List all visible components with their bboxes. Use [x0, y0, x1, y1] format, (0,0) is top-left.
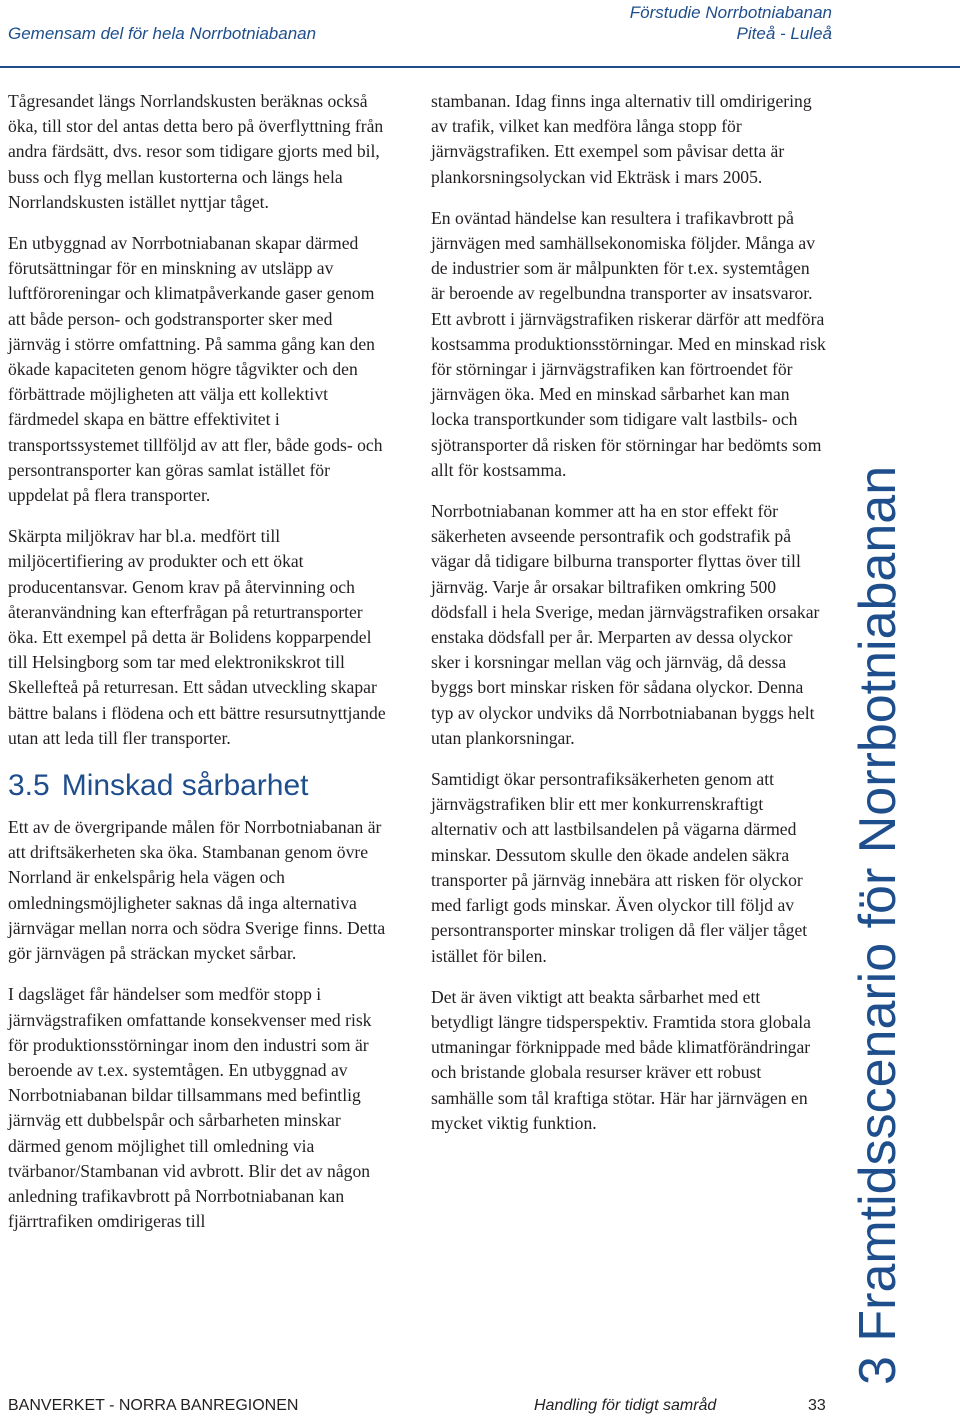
header-left-title: Gemensam del för hela Norrbotniabanan: [8, 24, 317, 43]
paragraph: En oväntad händelse kan resultera i trafikavbrott på järnvägen med samhällsekonomiska följder. Många av de industrier som är målpunkten för t.ex. systemtågen är beroende av regelbundna transporter av insatsvaror. Ett avbrott i järnvägstrafiken riskerar därför att medföra kostsamma produktionsstörningar. Med en minskad risk för störningar i järnvägstrafiken kan förtroendet för järnvägen öka. Med en minskad sårbarhet kan man locka transportkunder som tidigare valt lastbils- och sjötransporter då risken för störningar har bedömts som allt för kostsamma.: [431, 207, 826, 480]
left-column: [8, 89, 388, 1234]
header-right-line1: Förstudie Norrbotniabanan: [629, 3, 832, 22]
paragraph: I dagsläget får händelser som medför stopp i järnvägstrafiken omfattande konsekvenser med risk för produktionsstörningar inom den industri som är beroende av t.ex. systemtågen. En utbyggnad av Norrbotniabanan bildar tillsammans med befintlig järnväg ett dubbelspår och sårbarheten minskar därmed genom möjlighet till omledning via tvärbanor/Stambanan vid avbrott. Blir det av någon anledning trafikavbrott på Norrbotniabanan kan fjärrtrafiken omdirigeras till: [8, 984, 372, 1232]
right-column: [431, 89, 826, 1136]
paragraph: Norrbotniabanan kommer att ha en stor effekt för säkerheten avseende persontrafik och godstrafik på vägar då tidigare bilburna transporter flyttas över till järnväg. Varje år orsakar biltrafiken omkring 500 dödsfall i hela Sverige, medan järnvägstrafiken orsakar enstaka dödsfall per år. Merparten av dessa olyckor sker i korsningar mellan väg och järnväg, då dessa byggs bort minskar risken för sådana olyckor. Denna typ av olyckor undviks då Norrbotniabanan byggs helt utan plankorsningar.: [431, 501, 820, 748]
paragraph: Det är även viktigt att beakta sårbarhet med ett betydligt längre tidsperspektiv. Framtida stora globala utmaningar förknippade med både klimatförändringar och bristande globala resurser kräver ett robust samhälle som tål kraftiga stötar. Här har järnvägen en mycket viktig funktion.: [431, 986, 811, 1133]
paragraph: stambanan. Idag finns inga alternativ till omdirigering av trafik, vilket kan medföra långa stopp för järnvägstrafiken. Ett exempel som påvisar detta är plankorsningsolyckan vid Ekträsk i mars 2005.: [431, 91, 812, 187]
footer-document-type: Handling för tidigt samråd: [534, 1397, 717, 1414]
paragraph: En utbyggnad av Norrbotniabanan skapar därmed förutsättningar för en minskning av utsläpp av luftföroreningar och klimatpåverkande gaser genom att både person- och godstransporter sker med järnväg i större omfattning. På samma gång kan den ökade kapaciteten genom högre tågvikter och den förbättrade möjligheten att välja ett kollektivt färdmedel skapa en bättre effektivitet i transportssystemet tillföljd av att fler, både gods- och persontransporter kan göras samlat istället för uppdelat på flera transporter.: [8, 233, 383, 506]
header-rule: [0, 66, 960, 68]
paragraph: Samtidigt ökar persontrafiksäkerheten genom att järnvägstrafiken blir ett mer konkurrenskraftigt alternativ och att lastbilsandelen på vägarna därmed minskar. Dessutom skulle den ökade andelen säkra transporter på järnväg innebära att risken för olyckor med farligt gods minskar. Även olyckor till följd av persontransporter minskar troligen då fler väljer tåget istället för bilen.: [431, 769, 808, 966]
header-right-line2: Piteå - Luleå: [736, 24, 832, 43]
footer-organization: BANVERKET - NORRA BANREGIONEN: [8, 1397, 299, 1414]
page-number: 33: [808, 1397, 826, 1414]
chapter-side-label: 3 Framtidsscenario för Norrbotniabanan: [849, 465, 907, 1385]
paragraph: Ett av de övergripande målen för Norrbotniabanan är att driftsäkerheten ska öka. Stambanan genom övre Norrland är enkelspårig hela vägen och omledningsmöjligheter saknas då inga alternativa järnvägar mellan norra och södra Sverige finns. Detta gör järnvägen på sträckan mycket sårbar.: [8, 817, 386, 964]
section-number: 3.5: [8, 769, 50, 803]
paragraph: Tågresandet längs Norrlandskusten beräknas också öka, till stor del antas detta bero på överflyttning från andra färdsätt, dvs. resor som tidigare gjorts med bil, buss och flyg mellan kustorterna och längs hela Norrlandskusten istället nyttjar tåget.: [8, 91, 384, 212]
section-heading: [8, 769, 388, 803]
header-right-block: [630, 2, 832, 44]
paragraph: Skärpta miljökrav har bl.a. medfört till miljöcertifiering av produkter och ett ökat producentansvar. Genom krav på återvinning och återanvändning kan efterfrågan på returtransporter öka. Ett exempel på detta är Bolidens kopparpendel till Helsingborg som tar med elektronikskrot till Skellefteå på returresan. Ett sådan utveckling skapar bättre balans i flödena och ett bättre resursutnyttjande utan att leda till fler transporter.: [8, 526, 386, 748]
section-title: Minskad sårbarhet: [61, 769, 309, 803]
